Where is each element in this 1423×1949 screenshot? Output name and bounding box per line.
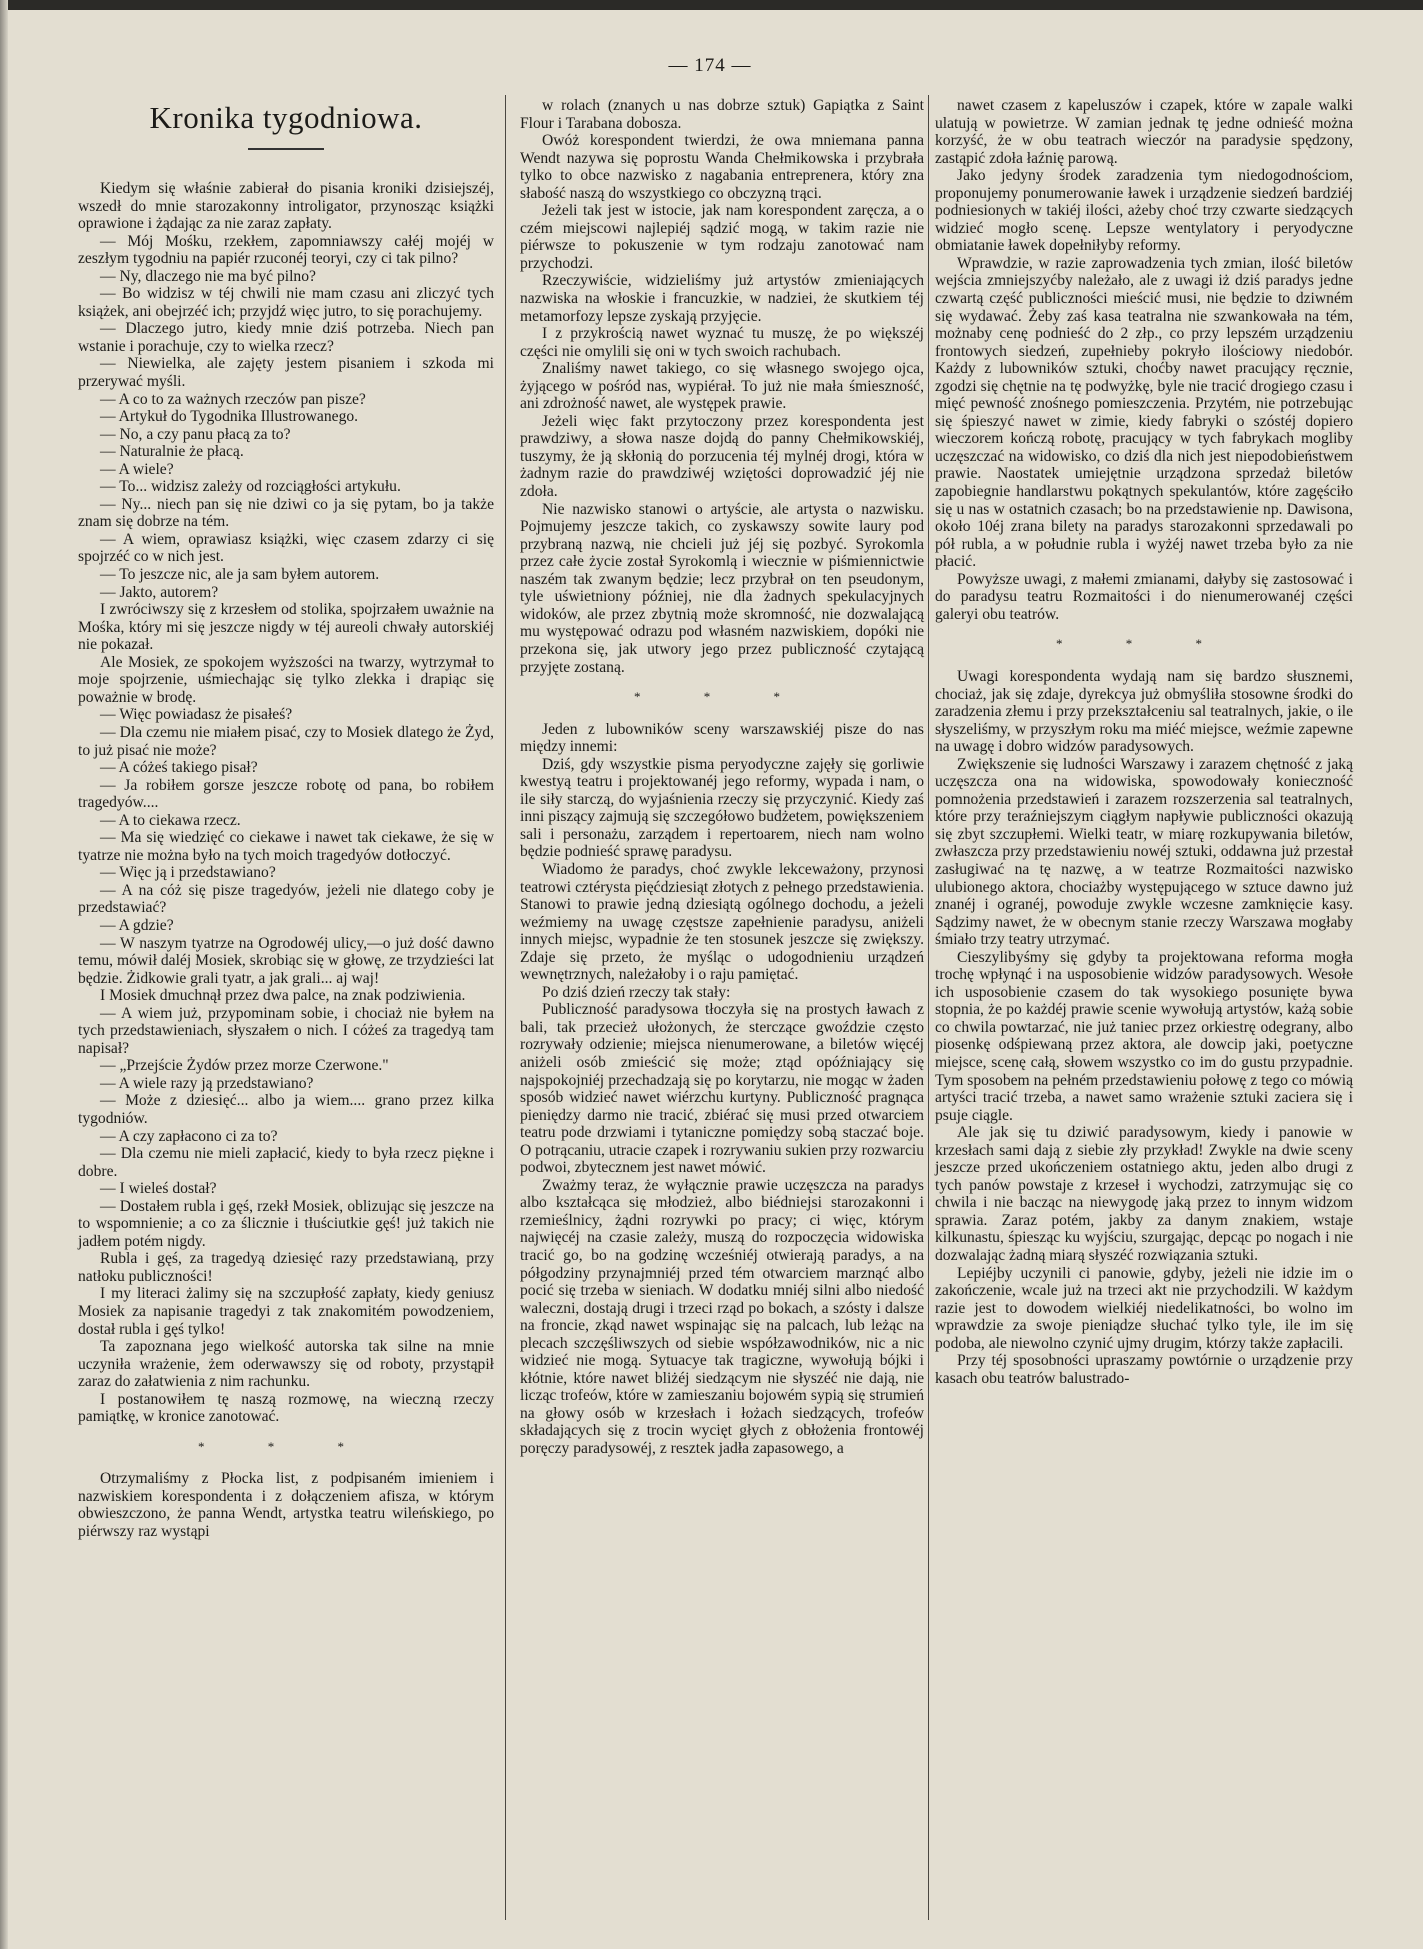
paragraph: Lepiéjby uczynili ci panowie, gdyby, jeżeli nie idzie im o zakończenie, wcale już na trzeci akt nie przychodzili. W każdym razie jest to dowodem wielkiéj niedelikatności, bo wolno im wprawdzie za swoje pieniądze słuchać tylko tyle, ile im się podoba, ale niewolno czynić ujmy drugim, którzy także zapłacili. [935, 1264, 1353, 1352]
paragraph: — A wiele? [100, 460, 174, 478]
paragraph: — Ny, dlaczego nie ma być pilno? [100, 267, 316, 285]
section-separator: * * * [634, 689, 810, 705]
paragraph: — To jeszcze nic, ale ja sam byłem autorem. [100, 566, 380, 584]
paragraph: Rubla i gęś, za tragedyą dziesięć razy przedstawianą, przy natłoku publiczności! [78, 1250, 494, 1285]
paragraph: Wprawdzie, w razie zaprowadzenia tych zmian, ilość biletów wejścia zmniejszyćby należało, ale z uwagi iż dziś paradys jedne czwartą część publiczności mieścić musi, nie będzie to dziwném się wydawać. Żeby zaś kasa teatralna nie szwankowała na tém, możnaby cenę podnieść do 2 złp., co przy lepszém urządzeniu frontowych siedzeń, zupełnieby pokryło ilościowy niedobór. Każdy z lubowników sztuki, choćby nawet pracujący ręcznie, zgodzi się chętnie na tę podwyżkę, byle nie tracić drogiego czasu i mięć pewność znośnego pomieszczenia. Przytém, nie potrzebując się śpieszyć nawet w zimie, kiedy fabryki o szóstéj dopiero wieczorem kończą robotę, pracujący w tych fabrykach mogliby uczęszczać na widowisko, co dziś dla nich jest niepodobieństwem prawie. Naostatek umiejętnie urządzona sprzedaż biletów zapobiegnie handlarstwu pokątnych spekulantów, które zagęściło się u nas w ostatnich czasach; bo na przedstawienie np. Dawisona, około 10éj zrana bilety na paradys starozakonni sprzedawali po pół rubla, a w południe rubla i wyżéj nawet trzeba było za nie płacić. [935, 254, 1353, 571]
paragraph: nawet czasem z kapeluszów i czapek, które w zapale walki ulatują w powietrze. W zamian jednak tę jedne odnieść można korzyść, że w obu teatrach wieczór na paradysie spędzony, zastąpić zdoła łaźnię parową. [935, 97, 1353, 167]
paragraph: — A na cóż się pisze tragedyów, jeżeli nie dlatego coby je przedstawiać? [78, 881, 494, 917]
title-rule [248, 148, 324, 150]
section-separator: * * * [198, 1438, 374, 1454]
paragraph: Dziś, gdy wszystkie pisma peryodyczne zajęły się gorliwie kwestyą teatru i projektowanéj jego reformy, wypada i nam, o ile siły starczą, do wyjaśnienia rzeczy się przyczynić. Kiedy zaś inni piszący zajmują się szczegółowo budżetem, powiększeniem sali i personażu, zarządem i repertoarem, niech nam wolno będzie podnieść sprawę paradysu. [520, 755, 924, 861]
col1-body [78, 180, 494, 1541]
article-title: Kronika tygodniowa. [149, 100, 423, 135]
col3-body-b [935, 668, 1353, 1387]
paragraph: — I wieleś dostał? [100, 1180, 217, 1198]
paragraph: — Więc ją i przedstawiano? [100, 864, 276, 882]
page-number: — 174 — [668, 55, 752, 76]
paragraph: Otrzymaliśmy z Płocka list, z podpisaném imieniem i nazwiskiem korespondenta i z dołączeniem afisza, w którym obwieszczono, że panna Wendt, artystka teatru wileńskiego, po piérwszy raz wystąpi [78, 1470, 494, 1541]
paragraph: — W naszym tyatrze na Ogrodowéj ulicy,—o już dość dawno temu, mówił daléj Mosiek, skrobiąc się w głowę, ze trzydzieści lat będzie. Żidkowie grali tyatr, a jak grali... aj waj! [78, 934, 494, 987]
paragraph: — „Przejście Żydów przez morze Czerwone." [100, 1057, 389, 1075]
paragraph: Jeżeli więc fakt przytoczony przez korespondenta jest prawdziwy, a słowa nasze dojdą do panny Chełmikowskiéj, tuszymy, że ją skłonią do porzucenia téj mylnéj drogi, która w żadnym razie do prawdziwéj wziętości doprowadzić jéj nie zdoła. [520, 412, 924, 501]
paragraph: Znaliśmy nawet takiego, co się własnego swojego ojca, żyjącego w pośród nas, wypiérał. To już nie mała śmieszność, ani zdrożność nawet, ale występek prawie. [520, 360, 924, 413]
paragraph: Rzeczywiście, widzieliśmy już artystów zmieniających nazwiska na włoskie i francuzkie, w nadziei, że skutkiem téj metamorfozy lepsze zyskają przyjęcie. [520, 272, 924, 325]
paragraph: — Artykuł do Tygodnika Illustrowanego. [100, 408, 359, 426]
paragraph: — A gdzie? [100, 916, 174, 934]
paragraph: — A co to za ważnych rzeczów pan pisze? [100, 390, 366, 408]
top-dark-edge [0, 0, 1423, 10]
paragraph: — A wiem, oprawiasz książki, więc czasem zdarzy ci się spojrzéć co w nich jest. [78, 530, 494, 566]
paragraph: Jeden z lubowników sceny warszawskiéj pisze do nas między innemi: [520, 720, 924, 756]
paragraph: — Dostałem rubla i gęś, rzekł Mosiek, oblizując się jeszcze na to wspomnienie; a co za ślicznie i tłuściutkie gęś! już takich nie jadłem potém nigdy. [78, 1197, 494, 1250]
paragraph: I Mosiek dmuchnął przez dwa palce, na znak podziwienia. [100, 987, 466, 1005]
paragraph: — A wiele razy ją przedstawiano? [100, 1074, 314, 1092]
section-separator: * * * [1056, 636, 1232, 652]
col2-body-a [520, 97, 924, 676]
paragraph: Nie nazwisko stanowi o artyście, ale artysta o nazwisku. Pojmujemy jeszcze takich, co zyskawszy sowite laury pod przybraną nazwą, nie chcieli już jéj się pozbyć. Syrokomla przez całe życie został Syrokomlą i wiecznie w piśmiennictwie naszém tak zwanym będzie; lecz przybrał on ten pseudonym, tyle uświetniony później, nie dla żadnych spekulacyjnych widoków, ale przez zbytnią może skromność, nie dozwalającą mu występować odrazu pod własném nazwiskiem, dopóki nie przekona się, jak utwory jego przez publiczność czytającą przyjęte zostaną. [520, 500, 924, 676]
paragraph: — Mój Mośku, rzekłem, zapomniawszy całéj mojéj w zeszłym tygodniu na papiér rzuconéj teoryi, czy ci tak pilno? [78, 232, 494, 268]
paragraph: Ta zapoznana jego wielkość autorska tak silne na mnie uczyniła wrażenie, żem oderwawszy się od roboty, przystąpił zaraz do załatwienia z nim rachunku. [78, 1338, 494, 1391]
paragraph: — Więc powiadasz że pisałeś? [100, 706, 293, 724]
paragraph: Cieszylibyśmy się gdyby ta projektowana reforma mogła trochę wpłynąć i na usposobienie widzów paradysowych. Wesołe ich usposobienie czasem do tak wysokiego posunięte bywa stopnia, że po każdéj prawie scenie wywołują artystów, każą sobie co chwila powtarzać, nie już taniec przez orkiestrę odegrany, albo piosenkę odśpiewaną przez aktora, ale dowcip jaki, poetyczne miejsce, scenę całą, słowem wszystko co im do gustu przypadnie. Tym sposobem na pełném przedstawieniu połowę z tego co mówią artyści tracić trzeba, a nawet samo wrażenie sztuki zaciera się i psuje ciągle. [935, 948, 1353, 1124]
paragraph: Wiadomo że paradys, choć zwykle lekceważony, przynosi teatrowi cztérysta pięćdziesiąt złotych z pełnego przedstawienia. Stanowi to prawie jedną dziesiątą ogólnego dochodu, a jeżeli weźmiemy na uwagę częstsze zapełnienie paradysu, aniżeli innych miejsc, wypadnie że ten stosunek jeszcze się zwiększy. Zdaje się przeto, że myśląc o udogodnieniu urządzeń wewnętrznych, należałoby i o raju pamiętać. [520, 860, 924, 984]
paragraph: — Ja robiłem gorsze jeszcze robotę od pana, bo robiłem tragedyów.... [78, 776, 494, 812]
paragraph: I postanowiłem tę naszą rozmowę, na wieczną rzeczy pamiątkę, w kronice zanotować. [78, 1390, 494, 1426]
paragraph: — A czy zapłacono ci za to? [100, 1127, 278, 1145]
paragraph: Powyższe uwagi, z małemi zmianami, dałyby się zastosować i do paradysu teatru Rozmaitości i do nienumerowanéj części galeryi obu teatrów. [935, 570, 1353, 623]
paragraph: Ale Mosiek, ze spokojem wyższości na twarzy, wytrzymał to moje spojrzenie, uśmiechając się tylko zlekka i drapiąc się poważnie w brodę. [78, 653, 494, 706]
paragraph: Przy téj sposobności upraszamy powtórnie o urządzenie przy kasach obu teatrów balustrado- [935, 1352, 1353, 1387]
paragraph: — Ma się wiedzięć co ciekawe i nawet tak ciekawe, że się w tyatrze nie można było na tych moich tragedyów dotłoczyć. [78, 829, 494, 864]
paragraph: Po dziś dzień rzeczy tak stały: [542, 983, 731, 1001]
paragraph: Publiczność paradysowa tłoczyła się na prostych ławach z bali, tak przecież ułożonych, że sterczące gwoździe często rozrywały odzienie; miejsca nienumerowane, a biletów więcéj aniżeli osób zmieścić się może; ztąd opóźniający się najspokojniéj przechadzają się po korytarzu, nie mogąc w żaden sposób widzieć nawet wiérzchu kurtyny. Publiczność pragnąca pieniędzy darmo nie tracić, zbiérać się musi przed otwarciem teatru pode drzwiami i tytaniczne pomiędzy sobą staczać boje. O potrącaniu, utracie czapek i rozrywaniu sukien przy rozwarciu podwoi, zbytecznem jest nawet mówić. [520, 1001, 924, 1177]
paragraph: — No, a czy panu płacą za to? [100, 425, 291, 443]
paragraph: — Jakto, autorem? [100, 583, 219, 601]
column-divider [928, 95, 929, 1920]
paragraph: w rolach (znanych u nas dobrze sztuk) Gapiątka z Saint Flour i Tarabana dobosza. [520, 97, 924, 132]
paragraph: — Naturalnie że płacą. [100, 443, 244, 461]
column-1 [78, 97, 494, 1541]
paragraph: — Może z dziesięć... albo ja wiem.... grano przez kilka tygodniów. [78, 1092, 494, 1127]
paragraph: — Dla czemu nie mieli zapłacić, kiedy to była rzecz piękne i dobre. [78, 1145, 494, 1180]
page-left-edge [0, 0, 8, 1949]
paragraph: I z przykrością nawet wyznać tu muszę, że po większéj części nie omylili się oni w tych swoich rachubach. [520, 325, 924, 360]
paragraph: — Dla czemu nie miałem pisać, czy to Mosiek dlatego że Żyd, to już pisać nie może? [78, 723, 494, 759]
paragraph: — A wiem już, przypominam sobie, i chociaż nie byłem na tych przedstawieniach, słyszałem o nich. I cóżeś za tragedyą tam napisał? [78, 1004, 494, 1057]
paragraph: — A to ciekawa rzecz. [100, 811, 241, 829]
paragraph: Jako jedyny środek zaradzenia tym niedogodnościom, proponujemy ponumerowanie ławek i urządzenie siedzeń bardziéj podniesionych w takiéj ilości, ażeby choć trzy czwarte siedzących widzieć mogło scenę. Lepsze wentylatory i peryodyczne obmiatanie ławek dopełniłyby reformy. [935, 167, 1353, 255]
paragraph: Uwagi korespondenta wydają nam się bardzo słusznemi, chociaż, jak się zdaje, dyrekcya już obmyśliła stosowne środki do zaradzenia złemu i przy przekształceniu sal teatralnych, jakie, o ile słyszeliśmy, w przyszłym roku ma miéć miejsce, weźmie zapewne na uwagę i dobro widzów paradysowych. [935, 667, 1353, 756]
paragraph: I my literaci żalimy się na szczupłość zapłaty, kiedy geniusz Mosiek za napisanie tragedyi z tak znakomitém powodzeniem, dostał rubla i gęś tylko! [78, 1285, 494, 1338]
paragraph: — Dlaczego jutro, kiedy mnie dziś potrzeba. Niech pan wstanie i porachuje, czy to wielka rzecz? [78, 320, 494, 355]
paragraph: Zważmy teraz, że wyłącznie prawie uczęszcza na paradys albo kształcąca się młodzież, albo biédniejsi starozakonni i rzemieślnicy, żądni rozrywki po pracy; ci więc, którym najwięcéj na czasie zależy, muszą do rozpoczęcia widowiska tracić go, bo na godzinę wcześniéj otwierają paradys, a na półgodziny przynajmniéj przed tém otwarciem marznąć albo pocić się trzeba w sieniach. W dodatku mniéj silni albo niedość waleczni, dostają drugi i trzeci rząd po bokach, a szósty i dalsze na froncie, zkąd nawet wspinając się na palcach, lub leżąc na plecach szczęśliwszych od siebie współzawodników, nic a nic widzieć nie mogą. Sytuacye tak tragiczne, wywołują bójki i kłótnie, które nawet bliżéj siedzącym nie słyszéć nie dają, nie licząc trofeów, które w zamieszaniu bojowém sypią się strumień na głowy osób w krzesłach i łożach siedzących, trofeów składających się z trocin wycięt głych z obłożenia frontowéj poręczy paradysowéj, z resztek jadła zapasowego, a [520, 1176, 924, 1458]
paragraph: — Niewielka, ale zajęty jestem pisaniem i szkoda mi przerywać myśli. [78, 355, 494, 391]
column-2 [520, 97, 924, 1458]
paragraph: Kiedym się właśnie zabierał do pisania kroniki dzisiejszéj, wszedł do mnie starozakonny introligator, przynosząc książki oprawione i żądając za nie zaraz zapłaty. [78, 180, 494, 233]
paragraph: Zwiększenie się ludności Warszawy i zarazem chętność z jaką uczęszcza ona na widowiska, spowodowały konieczność pomnożenia przedstawień i zarazem rozszerzenia sal teatralnych, które przy teraźniejszym ciągłym napływie publiczności okazują się zbyt szczupłemi. Wielki teatr, w miarę rozkupywania biletów, zwłaszcza przy przedstawieniu nowéj sztuki, oddawna już przestał zasługiwać na tę nazwę, a w teatrze Rozmaitości nazwisko ulubionego aktora, chociażby występującego w sztuce dawno już znanéj i ogranéj, powoduje zwykle wczesne zamknięcie kasy. Sądzimy nawet, że w obecnym stanie rzeczy Warszawa mogłaby śmiało trzy teatry utrzymać. [935, 755, 1353, 949]
col2-body-b [520, 721, 924, 1458]
paragraph: — To... widzisz zależy od rozciągłości artykułu. [100, 478, 401, 496]
col3-body-a [935, 97, 1353, 623]
paragraph: Owóż korespondent twierdzi, że owa mniemana panna Wendt nazywa się poprostu Wanda Chełmikowska i przybrała tylko to obce nazwisko z nagabania entreprenera, który zna słabość naszą do wszystkiego co obczyzną trąci. [520, 132, 924, 202]
paragraph: — A cóżeś takiego pisał? [100, 759, 258, 777]
paragraph: — Ny... niech pan się nie dziwi co ja się pytam, bo ja także znam się dobrze na tém. [78, 495, 494, 531]
column-3 [935, 97, 1353, 1387]
paragraph: Ale jak się tu dziwić paradysowym, kiedy i panowie w krzesłach sami dają z siebie zły przykład! Zwykle na dwie sceny jeszcze przed ukończeniem ostatniego aktu, jeden albo drugi z tych panów powstaje z krzeseł i wychodzi, zatrzymując się co chwila i nie bacząc na niewygodę jaką przez to innym widzom sprawia. Zaraz potém, jakby za danym znakiem, wstaje kilkunastu, śpiesząc ku wyjściu, szurgając, depcąc po nogach i nie dozwalając żadną miarą słyszéć rozwiązania sztuki. [935, 1124, 1353, 1264]
paragraph: Jeżeli tak jest w istocie, jak nam korespondent zaręcza, a o czém miejscowi najlepiéj sądzić mogą, w takim razie nie piérwsze to pokuszenie w tym rodzaju zanotować nam przychodzi. [520, 202, 924, 272]
paragraph: I zwróciwszy się z krzesłem od stolika, spojrzałem uważnie na Mośka, który mi się jeszcze nigdy w téj aureoli chwały autorskiéj nie pokazał. [78, 601, 494, 654]
column-divider [505, 95, 506, 1920]
paragraph: — Bo widzisz w téj chwili nie mam czasu ani zliczyć tych książek, ani obejrzéć ich; przyjdź więc jutro, to się porachujemy. [78, 285, 494, 320]
